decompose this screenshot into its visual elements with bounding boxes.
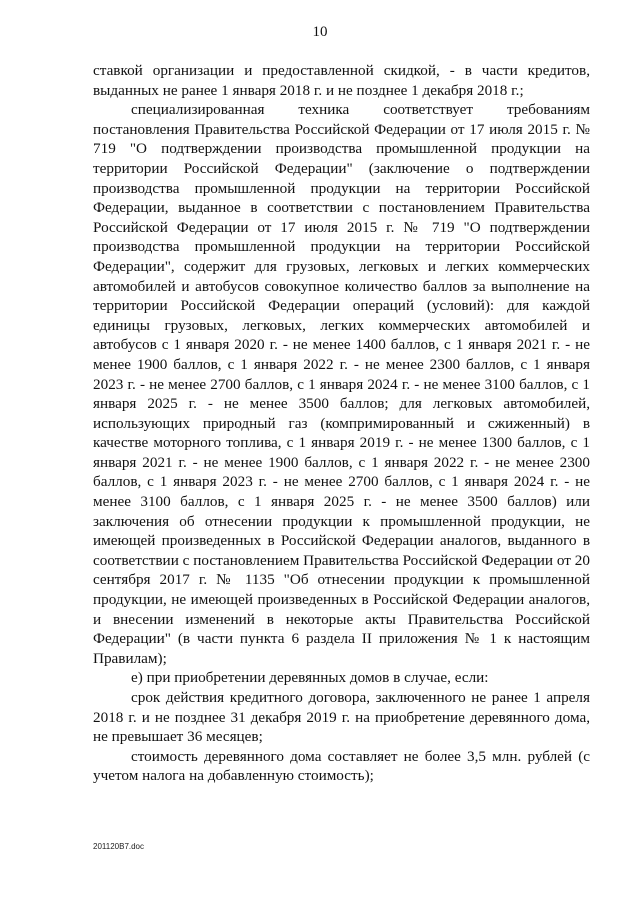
paragraph-credit-term: срок действия кредитного договора, заключенного не ранее 1 апреля 2018 г. и не позднее 31 декабря 2019 г. на приобретение деревянного дома, не превышает 36 месяцев; [93,689,590,746]
paragraph-special-equipment: специализированная техника соответствует требованиям постановления Правительства Российской Федерации от 17 июля 2015 г. № 719 "О подтверждении производства промышленной продукции на территории Российской Федерации" (заключение о подтверждении производства промышленной продукции на территории Российской Федерации, выданное в соответствии с постановлением Правительства Российской Федерации от 17 июля 2015 г. № 719 "О подтверждении производства промышленной продукции на территории Российской Федерации", содержит для грузовых, легковых и легких коммерческих автомобилей и автобусов совокупное количество баллов за выполнение на территории Российской Федерации операций (условий): для каждой единицы грузовых, легковых, легких коммерческих автомобилей и автобусов с 1 января 2020 г. - не менее 1400 баллов, с 1 января 2021 г. - не менее 1900 баллов, с 1 января 2022 г. - не менее 2300 баллов, с 1 января 2023 г. - не менее 2700 баллов, с 1 января 2024 г. - не менее 3100 баллов, с 1 января 2025 г. - не менее 3500 баллов; для легковых автомобилей, использующих природный газ (компримированный и сжиженный) в качестве моторного топлива, с 1 января 2019 г. - не менее 1300 баллов, с 1 января 2021 г. - не менее 1900 баллов, с 1 января 2022 г. - не менее 2300 баллов, с 1 января 2023 г. - не менее 2700 баллов, с 1 января 2024 г. - не менее 3100 баллов, с 1 января 2025 г. - не менее 3500 баллов) или заключения об отнесении продукции к промышленной продукции, не имеющей произведенных в Российской Федерации аналогов, выданного в соответствии с постановлением Правительства Российской Федерации от 20 сентября 2017 г. № 1135 "Об отнесении продукции к промышленной продукции, не имеющей произведенных в Российской Федерации аналогов, и внесении изменений в некоторые акты Правительства Российской Федерации" (в части пункта 6 раздела II приложения № 1 к настоящим Правилам); [93,101,590,667]
document-body [93,61,590,786]
footer-filename: 201120B7.doc [93,842,145,851]
page-number: 10 [312,24,328,40]
paragraph-continuation: ставкой организации и предоставленной скидкой, - в части кредитов, выданных не ранее 1 января 2018 г. и не позднее 1 декабря 2018 г.; [93,62,590,99]
paragraph-item-e: е) при приобретении деревянных домов в случае, если: [131,669,489,687]
paragraph-house-cost: стоимость деревянного дома составляет не более 3,5 млн. рублей (с учетом налога на добавленную стоимость); [93,747,590,785]
